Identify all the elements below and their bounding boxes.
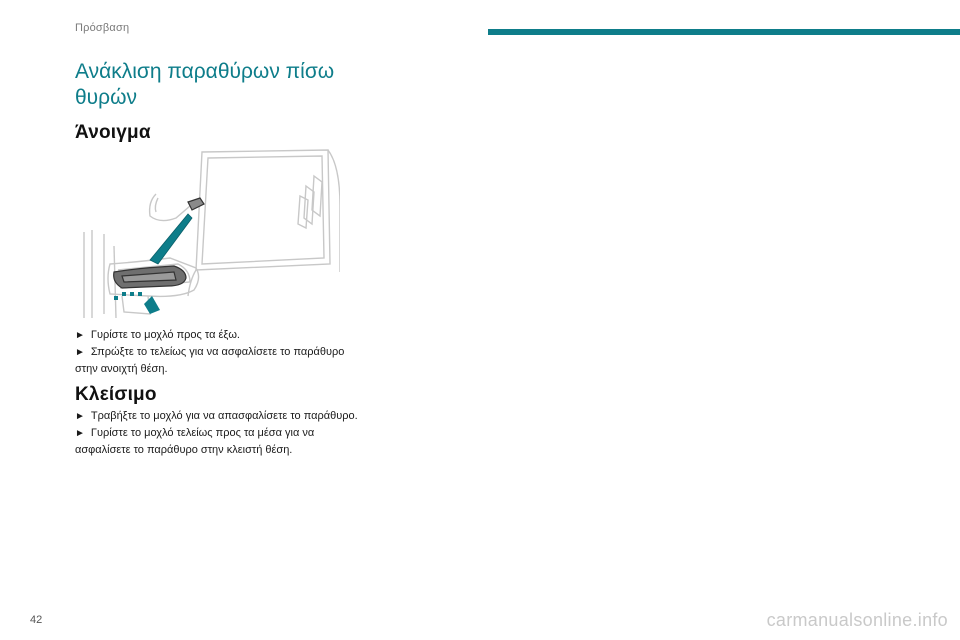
page-number: 42 [30,614,43,626]
watermark: carmanualsonline.info [766,610,948,630]
play-arrow-icon: ► [75,411,85,422]
list-item: ► Σπρώξτε το τελείως για να ασφαλίσετε το παράθυρο στην ανοιχτή θέση. [75,346,345,375]
play-arrow-icon: ► [75,347,85,358]
header-accent-bar [488,29,960,35]
opening-steps [75,327,365,378]
closing-steps [75,408,365,459]
list-item: ► Τραβήξτε το μοχλό για να απασφαλίσετε το παράθυρο. [75,410,358,422]
window-inner-frame [202,156,324,264]
list-item: ► Γυρίστε το μοχλό τελείως προς τα μέσα για να ασφαλίσετε το παράθυρο στην κλειστή θέση. [75,427,315,456]
window-frame [196,150,330,270]
list-item: ► Γυρίστε το μοχλό προς τα έξω. [75,329,240,341]
opening-heading: Άνοιγμα [75,122,151,143]
section-label: Πρόσβαση [75,22,130,34]
rear-window-latch-illustration-icon [78,146,340,320]
play-arrow-icon: ► [75,330,85,341]
page-title: Ανάκλιση παραθύρων πίσω θυρών [75,60,335,109]
closing-heading: Κλείσιμο [75,384,157,405]
play-arrow-icon: ► [75,428,85,439]
